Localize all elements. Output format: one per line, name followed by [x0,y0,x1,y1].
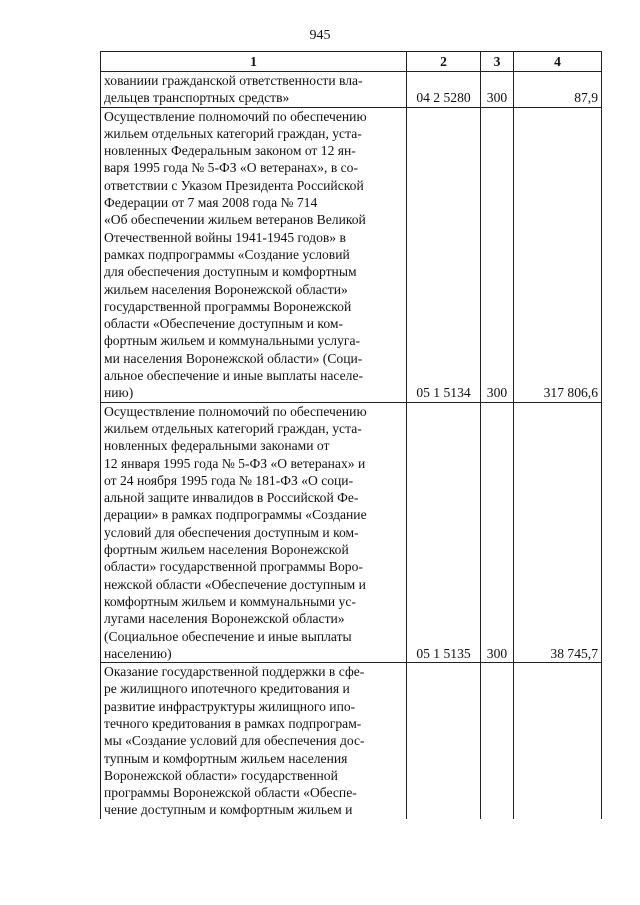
column-header-4: 4 [514,52,602,72]
table-body [101,72,602,819]
description-line: (Социальное обеспечение и иные выплаты [104,628,352,644]
description-line: Осуществление полномочий по обеспечению [104,108,367,124]
description-line: тупным и комфортным жильем населения [104,750,348,766]
description-line: комфортным жильем и коммунальными ус- [104,593,356,609]
row-amount: 87,9 [514,72,602,108]
row-amount [514,663,602,819]
table-header-row [101,52,602,72]
description-line: лугами населения Воронежской области» [104,611,345,627]
row-expense-type [481,663,514,819]
description-line: жильем отдельных категорий граждан, уста- [104,420,362,436]
description-line: чение доступным и комфортным жильем и [104,802,353,818]
description-line: нию) [104,385,134,401]
table-row [101,107,602,402]
row-description [101,72,407,108]
column-header-2: 2 [407,52,481,72]
table-row [101,402,602,662]
row-expense-type: 300 [481,72,514,108]
description-line: дельцев транспортных средств» [104,90,290,106]
description-line: «Об обеспечении жильем ветеранов Великой [104,212,366,228]
description-line: дерации» в рамках подпрограммы «Создание [104,507,367,523]
row-code [407,663,481,819]
description-line: для обеспечения доступным и комфортным [104,264,357,280]
description-line: альное обеспечение и иные выплаты населе- [104,368,364,384]
description-line: варя 1995 года № 5-ФЗ «О ветеранах», в со- [104,160,358,176]
description-line: течного кредитования в рамках подпрограм- [104,715,362,731]
description-line: жильем отдельных категорий граждан, уста- [104,125,362,141]
description-line: населению) [104,645,172,661]
description-line: Воронежской области» государственной [104,767,338,783]
description-line: фортным жильем и коммунальными услуга- [104,333,361,349]
table-row [101,663,602,819]
description-line: области «Обеспечение доступным и ком- [104,316,343,332]
page-number: 945 [309,28,331,43]
description-line: развитие инфраструктуры жилищного ипо- [104,698,356,714]
description-line: государственной программы Воронежской [104,298,352,314]
description-line: Федерации от 7 мая 2008 года № 714 [104,195,318,211]
description-line: от 24 ноября 1995 года № 181-ФЗ «О соци- [104,472,354,488]
description-line: новленных федеральными законами от [104,438,330,454]
description-line: нежской области «Обеспечение доступным и [104,576,366,592]
description-line: новленных Федеральным законом от 12 ян- [104,143,356,159]
description-line: программы Воронежской области «Обеспе- [104,785,357,801]
column-header-3: 3 [481,52,514,72]
description-line: области» государственной программы Воро- [104,559,363,575]
description-line: ре жилищного ипотечного кредитования и [104,681,350,697]
description-line: ми населения Воронежской области» (Соци- [104,350,363,366]
row-expense-type: 300 [481,402,514,662]
description-line: ответствии с Указом Президента Российской [104,177,364,193]
description-line: Отечественной войны 1941-1945 годов» в [104,229,346,245]
column-header-1: 1 [101,52,407,72]
description-line: мы «Создание условий для обеспечения дос- [104,733,365,749]
description-line: фортным жильем населения Воронежской [104,542,349,558]
description-line: Оказание государственной поддержки в сфе- [104,664,365,680]
row-description [101,107,407,402]
row-amount: 38 745,7 [514,402,602,662]
description-line: хованиии гражданской ответственности вла- [104,73,363,88]
description-line: условий для обеспечения доступным и ком- [104,524,359,540]
row-code: 05 1 5134 [407,107,481,402]
row-description [101,402,407,662]
budget-table [100,51,602,819]
row-code: 05 1 5135 [407,402,481,662]
table-row [101,72,602,108]
row-description [101,663,407,819]
description-line: жильем населения Воронежской области» [104,281,348,297]
description-line: Осуществление полномочий по обеспечению [104,403,367,419]
description-line: рамках подпрограммы «Создание условий [104,246,350,262]
row-amount: 317 806,6 [514,107,602,402]
row-expense-type: 300 [481,107,514,402]
row-code: 04 2 5280 [407,72,481,108]
description-line: 12 января 1995 года № 5-ФЗ «О ветеранах» и [104,455,366,471]
description-line: альной защите инвалидов в Российской Фе- [104,490,359,506]
